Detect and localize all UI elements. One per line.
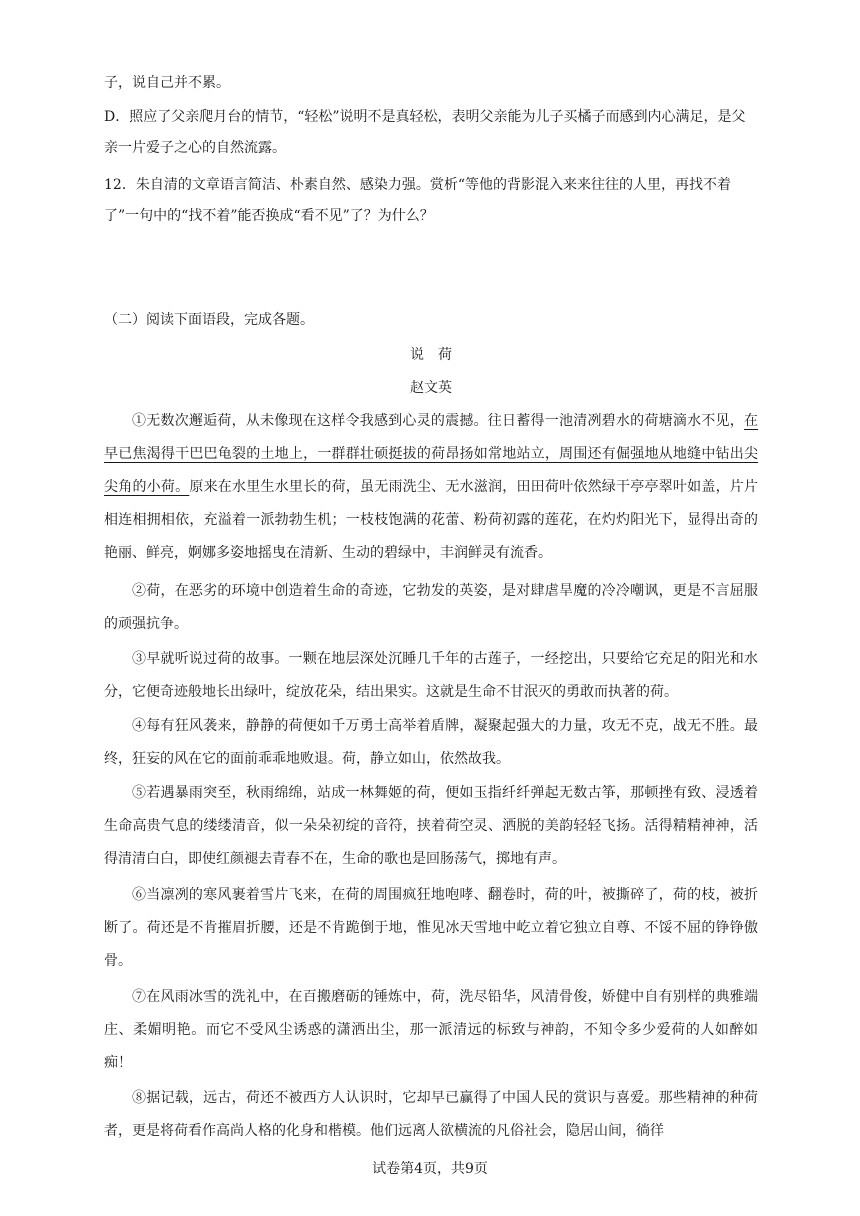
prev-question-tail: 子，说自己并不累。 bbox=[104, 75, 230, 91]
paragraph-6: ⑥当凛冽的寒风裹着雪片飞来，在荷的周围疯狂地咆哮、翻卷时，荷的叶，被撕碎了，荷的枝，被折断了。荷还是不肯摧眉折腰，还是不肯跪倒于地，惟见冰天雪地中屹立着它独立自尊、不馁不屈的铮铮傲骨。 bbox=[104, 887, 758, 969]
section-heading: （二）阅读下面语段，完成各题。 bbox=[104, 312, 314, 328]
paragraph-8: ⑧据记载，远古，荷还不被西方人认识时，它却早已赢得了中国人民的赏识与喜爱。那些精神的种荷者，更是将荷看作高尚人格的化身和楷模。他们远离人欲横流的凡俗社会，隐居山间，徜徉 bbox=[104, 1090, 758, 1139]
paragraph-2: ②荷，在恶劣的环境中创造着生命的奇迹，它勃发的英姿，是对肆虐旱魔的冷冷嘲讽，更是不言屈服的顽强抗争。 bbox=[104, 583, 758, 632]
paragraph-4: ④每有狂风袭来，静静的荷便如千万勇士高举着盾牌，凝聚起强大的力量，攻无不克，战无不胜。最终，狂妄的风在它的面前乖乖地败退。荷，静立如山，依然故我。 bbox=[104, 718, 758, 767]
paragraph-1-underlined-sentence: 在早已焦渴得干巴巴龟裂的土地上，一群群壮硕挺拔的荷昂扬如常地站立，周围还有倔强地从地缝中钻出尖尖角的小荷。 bbox=[104, 413, 758, 495]
paragraph-5: ⑤若遇暴雨突至，秋雨绵绵，站成一林舞姬的荷，便如玉指纤纤弹起无数古筝，那顿挫有致、浸透着生命高贵气息的缕缕清音，似一朵朵初绽的音符，挟着荷空灵、洒脱的美韵轻轻飞扬。活得精精神神，活得清清白白，即使红颜褪去青春不在，生命的歌也是回肠荡气，掷地有声。 bbox=[104, 785, 758, 867]
article-author: 赵文英 bbox=[410, 380, 452, 396]
paragraph-1-lead: ①无数次邂逅荷，从未像现在这样令我感到心灵的震撼。往日蓄得一池清冽碧水的荷塘滴水不见， bbox=[132, 413, 744, 429]
paragraph-1 bbox=[104, 405, 758, 570]
paragraph-7: ⑦在风雨冰雪的洗礼中，在百搬磨砺的锤炼中，荷，洗尽铅华，风清骨俊，娇健中自有别样的典雅端庄、柔媚明艳。而它不受风尘诱惑的潇洒出尘，那一派清远的标致与神韵，不知令多少爱荷的人如醉如痴！ bbox=[104, 989, 758, 1071]
article-title: 说 荷 bbox=[410, 347, 452, 363]
paragraph-3: ③早就听说过荷的故事。一颗在地层深处沉睡几千年的古莲子，一经挖出，只要给它充足的阳光和水分，它便奇迹般地长出绿叶，绽放花朵，结出果实。这就是生命不甘泯灭的勇敢而执著的荷。 bbox=[104, 651, 758, 700]
option-d: D．照应了父亲爬月台的情节，“轻松”说明不是真轻松，表明父亲能为儿子买橘子而感到内心满足，是父亲一片爱子之心的自然流露。 bbox=[104, 109, 746, 156]
paragraph-1-rest: 原来在水里生水里长的荷，虽无雨洗尘、无水滋润，田田荷叶依然绿干亭亭翠叶如盖，片片相连相拥相依，充溢着一派勃勃生机；一枝枝饱满的花蕾、粉荷初露的莲花，在灼灼阳光下，显得出奇的艳丽、鲜亮，婀娜多姿地摇曳在清新、生动的碧绿中，丰润鲜灵有流香。 bbox=[104, 479, 759, 561]
question-12: 12．朱自清的文章语言简洁、朴素自然、感染力强。赏析“等他的背影混入来来往往的人里，再找不着了”一句中的“找不着”能否换成“看不见”了？为什么？ bbox=[104, 177, 731, 224]
page-footer: 试卷第4页，共9页 bbox=[372, 1161, 488, 1177]
